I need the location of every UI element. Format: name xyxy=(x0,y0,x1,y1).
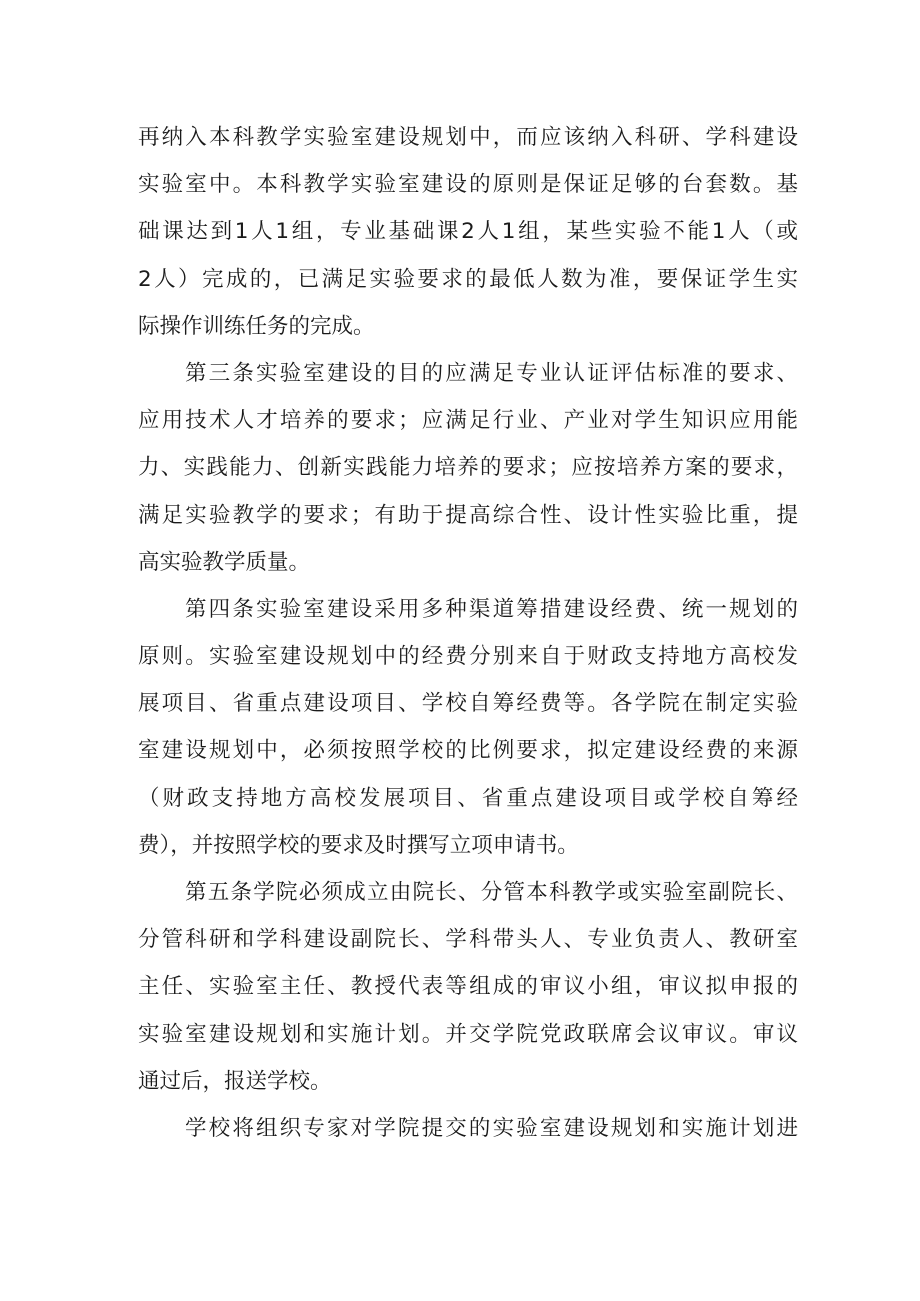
paragraph-article-5 xyxy=(138,869,798,1105)
paragraph-school-review xyxy=(138,1105,798,1152)
text-line: 费），并按照学校的要求及时撰写立项申请书。 xyxy=(138,832,579,858)
text-line: （财政支持地方高校发展项目、省重点建设项目或学校自筹经 xyxy=(138,785,798,811)
text-line: 分管科研和学科建设副院长、学科带头人、专业负责人、教研室 xyxy=(138,927,798,953)
text-line: 第三条实验室建设的目的应满足专业认证评估标准的要求、 xyxy=(185,360,798,386)
text-line: 础课达到1人1组，专业基础课2人1组，某些实验不能1人（或 xyxy=(138,219,798,245)
text-line: 第五条学院必须成立由院长、分管本科教学或实验室副院长、 xyxy=(185,880,798,905)
text-line: 实验室建设规划和实施计划。并交学院党政联席会议审议。审议 xyxy=(138,1021,798,1047)
document-body xyxy=(138,114,798,1152)
text-line: 学校将组织专家对学院提交的实验室建设规划和实施计划进 xyxy=(185,1115,798,1141)
paragraph-article-4 xyxy=(138,586,798,869)
text-line: 应用技术人才培养的要求；应满足行业、产业对学生知识应用能 xyxy=(138,408,798,434)
paragraph-article-3 xyxy=(138,350,798,586)
text-line: 通过后，报送学校。 xyxy=(138,1068,332,1094)
text-line: 室建设规划中，必须按照学校的比例要求，拟定建设经费的来源 xyxy=(138,738,798,764)
text-line: 际操作训练任务的完成。 xyxy=(138,313,375,339)
text-line: 主任、实验室主任、教授代表等组成的审议小组，审议拟申报的 xyxy=(138,974,798,1000)
text-line: 第四条实验室建设采用多种渠道筹措建设经费、统一规划的 xyxy=(185,596,798,622)
text-line: 实验室中。本科教学实验室建设的原则是保证足够的台套数。基 xyxy=(138,172,798,198)
text-line: 2人）完成的，已满足实验要求的最低人数为准，要保证学生实 xyxy=(138,266,798,292)
text-line: 力、实践能力、创新实践能力培养的要求；应按培养方案的要求， xyxy=(138,455,798,481)
paragraph-continuation xyxy=(138,114,798,350)
text-line: 满足实验教学的要求；有助于提高综合性、设计性实验比重，提 xyxy=(138,502,798,528)
text-line: 再纳入本科教学实验室建设规划中，而应该纳入科研、学科建设 xyxy=(138,125,798,150)
text-line: 高实验教学质量。 xyxy=(138,549,311,575)
text-line: 原则。实验室建设规划中的经费分别来自于财政支持地方高校发 xyxy=(138,644,798,670)
text-line: 展项目、省重点建设项目、学校自筹经费等。各学院在制定实验 xyxy=(138,691,798,717)
